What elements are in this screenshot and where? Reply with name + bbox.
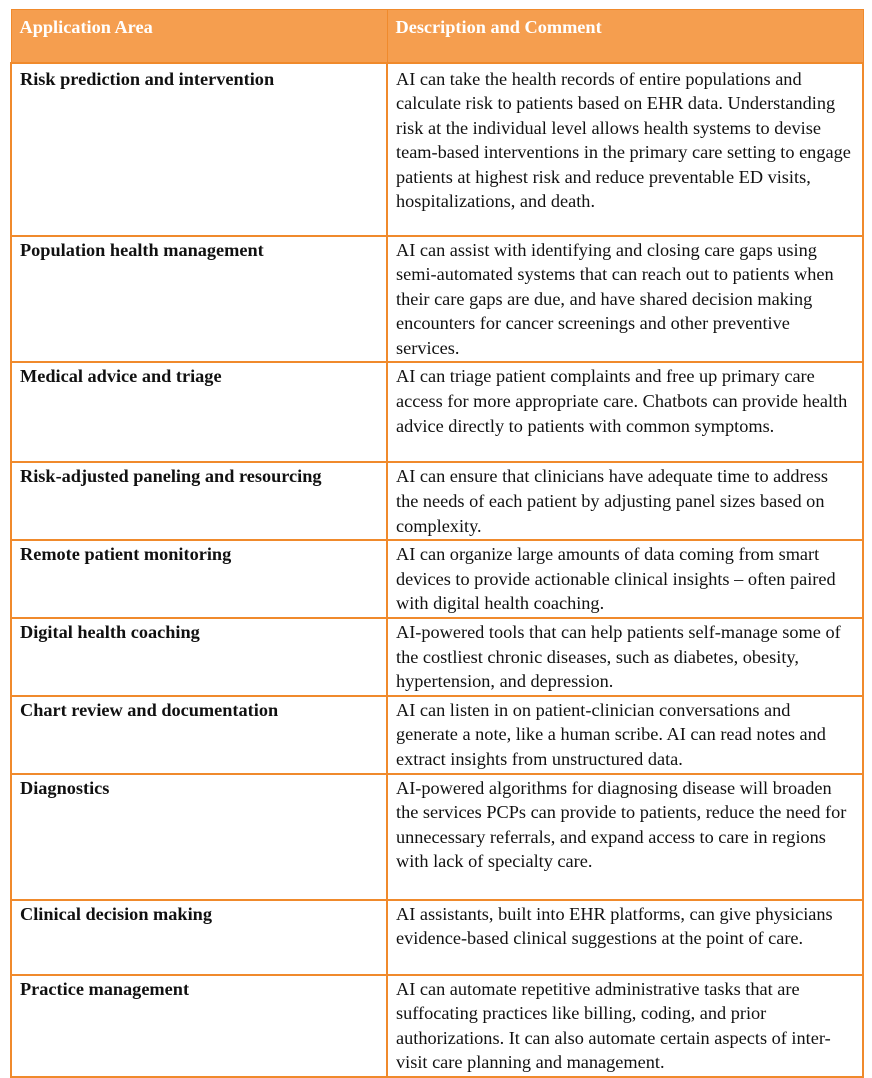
- description-cell: AI can assist with identifying and closing care gaps using semi-automated systems that can reach out to patients when their care gaps are due, and have shared decision making encounters for cancer screenings and other preventive services.: [387, 236, 863, 363]
- table-row: [11, 236, 863, 363]
- ai-applications-table: [10, 9, 864, 1078]
- description-cell: AI-powered tools that can help patients self-manage some of the costliest chronic diseases, such as diabetes, obesity, hypertension, and depression.: [387, 618, 863, 696]
- application-area-cell: Clinical decision making: [11, 900, 387, 975]
- table-row: [11, 900, 863, 975]
- application-area-cell: Practice management: [11, 975, 387, 1077]
- description-cell: AI-powered algorithms for diagnosing disease will broaden the services PCPs can provide to patients, reduce the need for unnecessary referrals, and expand access to care in regions with lack of specialty care.: [387, 774, 863, 900]
- table-row: [11, 696, 863, 774]
- description-cell: AI can triage patient complaints and free up primary care access for more appropriate care. Chatbots can provide health advice directly to patients with common symptoms.: [387, 362, 863, 462]
- application-area-cell: Population health management: [11, 236, 387, 363]
- ai-applications-table-container: [10, 9, 862, 1078]
- description-cell: AI can ensure that clinicians have adequate time to address the needs of each patient by adjusting panel sizes based on complexity.: [387, 462, 863, 540]
- table-row: [11, 774, 863, 900]
- description-cell: AI assistants, built into EHR platforms, can give physicians evidence-based clinical suggestions at the point of care.: [387, 900, 863, 975]
- description-cell: AI can organize large amounts of data coming from smart devices to provide actionable clinical insights – often paired with digital health coaching.: [387, 540, 863, 618]
- application-area-cell: Diagnostics: [11, 774, 387, 900]
- application-area-cell: Medical advice and triage: [11, 362, 387, 462]
- table-row: [11, 362, 863, 462]
- table-header-row: [11, 10, 863, 63]
- table-row: [11, 618, 863, 696]
- table-row: [11, 975, 863, 1077]
- description-cell: AI can automate repetitive administrative tasks that are suffocating practices like billing, coding, and prior authorizations. It can also automate certain aspects of inter-visit care planning and management.: [387, 975, 863, 1077]
- application-area-cell: Chart review and documentation: [11, 696, 387, 774]
- description-cell: AI can take the health records of entire populations and calculate risk to patients based on EHR data. Understanding risk at the individual level allows health systems to devise team-based interventions in the primary care setting to engage patients at highest risk and reduce preventable ED visits, hospitalizations, and death.: [387, 63, 863, 236]
- application-area-cell: Risk-adjusted paneling and resourcing: [11, 462, 387, 540]
- header-application-area: Application Area: [11, 10, 387, 63]
- header-description-comment: Description and Comment: [387, 10, 863, 63]
- table-row: [11, 540, 863, 618]
- application-area-cell: Remote patient monitoring: [11, 540, 387, 618]
- application-area-cell: Digital health coaching: [11, 618, 387, 696]
- description-cell: AI can listen in on patient-clinician conversations and generate a note, like a human scribe. AI can read notes and extract insights from unstructured data.: [387, 696, 863, 774]
- application-area-cell: Risk prediction and intervention: [11, 63, 387, 236]
- table-row: [11, 63, 863, 236]
- table-row: [11, 462, 863, 540]
